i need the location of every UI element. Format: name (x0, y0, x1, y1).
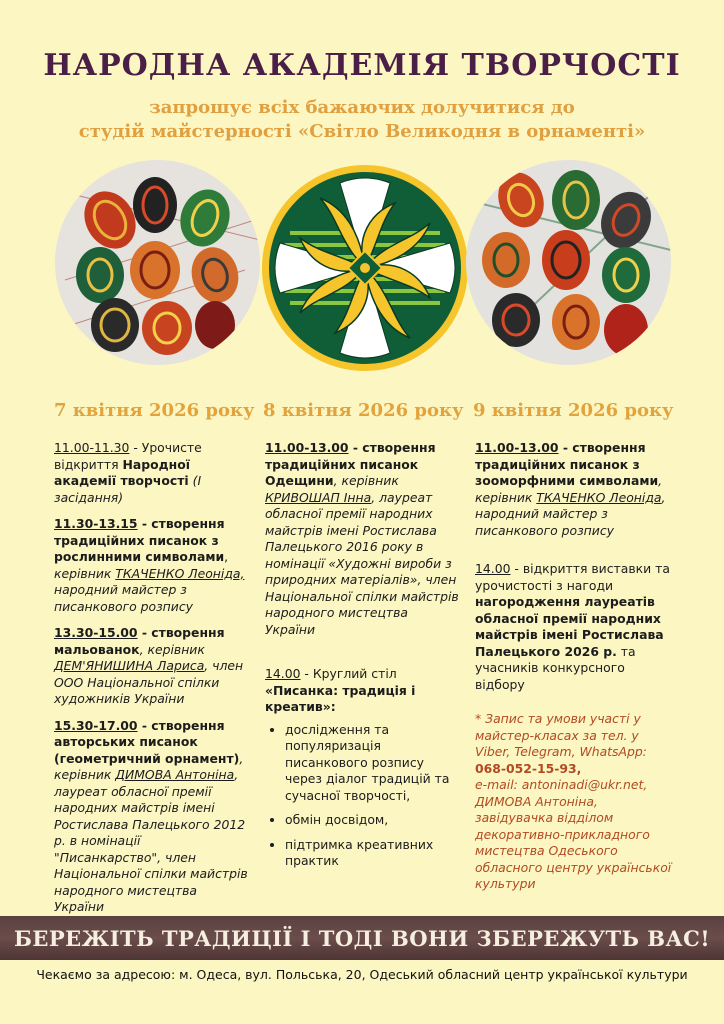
schedule-item (54, 625, 250, 708)
leader-name: ДЕМ'ЯНИШИНА Лариса (54, 658, 205, 673)
leader-name: ТКАЧЕНКО Леоніда (536, 489, 662, 505)
subtitle-line-2: студій майстерності «Світло Великодня в орнаменті» (78, 121, 646, 142)
time-label: 11.00-13.00 (475, 440, 559, 455)
schedule-item (54, 440, 250, 506)
contact-person: ДИМОВА Антоніна, завідувачка відділом декоративно-прикладного мистецтва Одеського обласного центру української культури (475, 793, 672, 891)
time-label: 15.30-17.00 (54, 717, 138, 733)
page-subtitle (0, 96, 724, 144)
time-label: 14.00 (475, 561, 511, 576)
time-label: 11.00-11.30 (54, 440, 130, 455)
item-text: та учасників конкурсного відбору (475, 643, 636, 692)
item-text: - відкриття виставки та урочистості з нагоди (475, 561, 670, 593)
list-item: • підтримка креативних практик (285, 837, 461, 870)
roundtable-topics (265, 722, 461, 870)
item-bold-text: - створення традиційних писанок з рослинними символами (54, 516, 225, 564)
venue-address: Чекаємо за адресою: м. Одеса, вул. Польська, 20, Одеський обласний центр української культури (36, 967, 688, 982)
subtitle-line-1: запрошує всіх бажаючих долучитися до (149, 97, 575, 118)
schedule-item (475, 561, 675, 693)
pysanky-photo-left (55, 160, 260, 365)
schedule-item (265, 666, 461, 716)
page-title: НАРОДНА АКАДЕМІЯ ТВОРЧОСТІ (43, 48, 681, 83)
schedule-item (54, 718, 250, 916)
item-bold-text: Народної академії творчості (54, 456, 190, 488)
leader-name: ДИМОВА Антоніна (115, 767, 235, 782)
schedule-day-3 (475, 440, 675, 893)
time-label: 13.30-15.00 (54, 625, 138, 640)
schedule-item (475, 440, 675, 539)
item-bold-text: - створення авторських писанок (геометричний орнамент) (54, 717, 240, 766)
item-italic-text: , народний майстер з писанкового розпису (475, 489, 666, 538)
item-italic-text: (І засідання) (54, 473, 202, 505)
note-intro: * Запис та умови участі у майстер-класах за тел. у Viber, Telegram, WhatsApp: (475, 711, 647, 759)
schedule-item (54, 516, 250, 615)
time-label: 11.30-13.15 (54, 516, 138, 531)
day-heading-1: 7 квітня 2026 року (54, 400, 255, 421)
item-text: - Урочисте відкриття (54, 440, 202, 472)
contact-phone[interactable]: 068-052-15-93, (475, 760, 582, 776)
item-text: - Круглий стіл (300, 666, 397, 681)
day-heading-2: 8 квітня 2026 року (263, 400, 464, 421)
item-italic-text: , керівник (54, 750, 244, 782)
day-heading-3: 9 квітня 2026 року (473, 400, 674, 421)
item-italic-text: , член ООО Національної спілки художників України (54, 658, 244, 706)
item-italic-text: , лауреат обласної премії народних майстрів імені Ростислава Палецького 2012 р. в номінації "Писанкарство", член Національної спілки майстрів народного мистецтва України (54, 767, 248, 914)
item-italic-text: , керівник (475, 473, 663, 505)
leader-name: ТКАЧЕНКО Леоніда, (115, 565, 245, 581)
registration-note (475, 711, 675, 893)
item-italic-text: , керівник (139, 641, 205, 657)
schedule-item (265, 440, 461, 638)
item-italic-text: , лауреат обласної премії народних майстрів імені Ростислава Палецького 2016 року в номінації «Художні вироби з природних матеріалів», член Національної спілки майстрів народного мистецтва України (265, 489, 459, 637)
list-item: • дослідження та популяризація писанкового розпису через діалог традицій та сучасної творчості, (285, 722, 461, 805)
schedule-day-2 (265, 440, 461, 878)
item-bold-text: - створення мальованок (54, 625, 225, 657)
ornament-emblem (260, 163, 470, 373)
item-italic-text: керівник (54, 565, 116, 581)
leader-name: КРИВОШАП Інна (265, 489, 372, 505)
item-bold-text: - створення традиційних писанок Одещини (265, 440, 436, 488)
slogan-text: БЕРЕЖІТЬ ТРАДИЦІЇ І ТОДІ ВОНИ ЗБЕРЕЖУТЬ ВАС! (13, 925, 711, 951)
contact-email[interactable]: e-mail: antoninadi@ukr.net, (475, 777, 648, 792)
schedule-day-1 (54, 440, 250, 926)
pysanky-photo-right (466, 160, 671, 365)
item-bold-text: «Писанка: традиція і креатив»: (265, 682, 416, 714)
item-italic-text: , керівник (333, 473, 399, 488)
time-label: 14.00 (265, 666, 301, 681)
item-italic-text: народний майстер з писанкового розпису (54, 582, 193, 614)
item-text: , (224, 549, 229, 564)
list-item: • обмін досвідом, (285, 812, 461, 829)
item-bold-text: - створення традиційних писанок з зооморфними символами (475, 440, 659, 488)
time-label: 11.00-13.00 (265, 440, 349, 455)
slogan-banner (0, 916, 724, 960)
item-bold-text: нагородження лауреатів обласної премії народних майстрів імені Ростислава Палецького 2026 р. (475, 594, 664, 659)
